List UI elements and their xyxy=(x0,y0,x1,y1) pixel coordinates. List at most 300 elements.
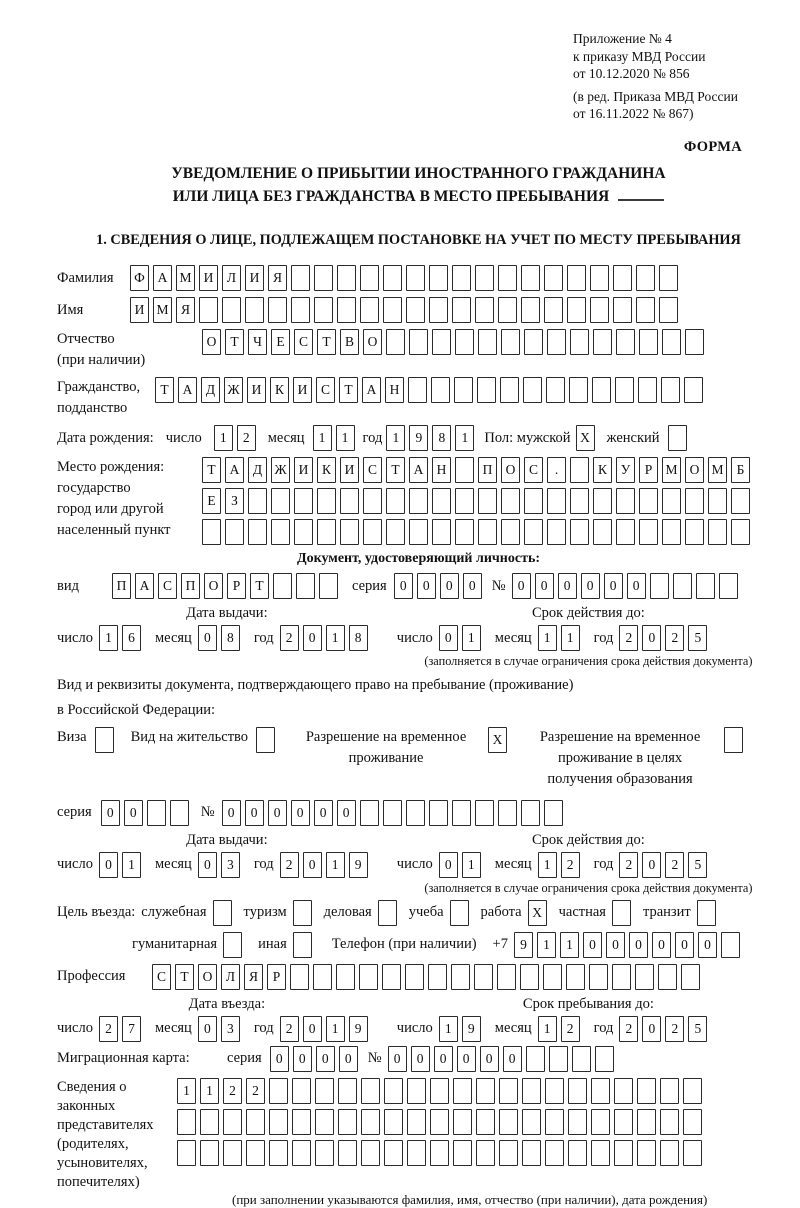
char-box[interactable]: X xyxy=(576,425,595,451)
char-box[interactable] xyxy=(452,800,471,826)
char-box[interactable]: 0 xyxy=(627,573,646,599)
char-box[interactable]: Т xyxy=(339,377,358,403)
char-box[interactable] xyxy=(384,1140,403,1166)
char-box[interactable] xyxy=(478,488,497,514)
char-box[interactable]: 1 xyxy=(326,1016,345,1042)
char-box[interactable]: Н xyxy=(432,457,451,483)
char-box[interactable]: 5 xyxy=(688,1016,707,1042)
char-box[interactable] xyxy=(147,800,166,826)
char-box[interactable]: С xyxy=(524,457,543,483)
char-box[interactable] xyxy=(660,1109,679,1135)
char-box[interactable] xyxy=(592,377,611,403)
char-box[interactable] xyxy=(432,329,451,355)
char-box[interactable]: Я xyxy=(244,964,263,990)
char-box[interactable] xyxy=(360,265,379,291)
char-box[interactable]: 1 xyxy=(462,625,481,651)
char-box[interactable]: 8 xyxy=(221,625,240,651)
char-box[interactable]: . xyxy=(547,457,566,483)
purpose-work-checkbox[interactable] xyxy=(528,900,551,926)
char-box[interactable] xyxy=(294,519,313,545)
char-box[interactable] xyxy=(593,488,612,514)
representatives-boxes-row1[interactable] xyxy=(177,1078,707,1104)
char-box[interactable]: С xyxy=(294,329,313,355)
char-box[interactable] xyxy=(314,265,333,291)
char-box[interactable] xyxy=(407,1109,426,1135)
migration-card-series-boxes[interactable] xyxy=(270,1046,362,1072)
identity-expiry-year[interactable] xyxy=(619,625,711,651)
representatives-boxes-row2[interactable] xyxy=(177,1109,707,1135)
char-box[interactable] xyxy=(430,1109,449,1135)
char-box[interactable]: 2 xyxy=(619,1016,638,1042)
char-box[interactable] xyxy=(521,297,540,323)
char-box[interactable] xyxy=(637,1078,656,1104)
char-box[interactable]: 1 xyxy=(538,1016,557,1042)
char-box[interactable] xyxy=(407,1078,426,1104)
char-box[interactable]: 0 xyxy=(303,1016,322,1042)
char-box[interactable]: О xyxy=(204,573,223,599)
identity-issue-month[interactable] xyxy=(198,625,244,651)
char-box[interactable] xyxy=(524,329,543,355)
char-box[interactable]: 1 xyxy=(200,1078,219,1104)
char-box[interactable]: 7 xyxy=(122,1016,141,1042)
purpose-business-checkbox[interactable] xyxy=(378,900,401,926)
purpose-private-checkbox[interactable] xyxy=(612,900,635,926)
char-box[interactable] xyxy=(731,488,750,514)
char-box[interactable]: 0 xyxy=(652,932,671,958)
char-box[interactable]: Т xyxy=(250,573,269,599)
char-box[interactable]: Д xyxy=(248,457,267,483)
char-box[interactable] xyxy=(639,488,658,514)
char-box[interactable] xyxy=(475,265,494,291)
char-box[interactable]: 0 xyxy=(583,932,602,958)
char-box[interactable] xyxy=(662,519,681,545)
char-box[interactable] xyxy=(616,329,635,355)
char-box[interactable]: 1 xyxy=(538,625,557,651)
char-box[interactable]: П xyxy=(478,457,497,483)
char-box[interactable]: 8 xyxy=(432,425,451,451)
char-box[interactable]: 0 xyxy=(439,625,458,651)
char-box[interactable] xyxy=(293,900,312,926)
char-box[interactable] xyxy=(593,519,612,545)
identity-issue-year[interactable] xyxy=(280,625,372,651)
identity-issue-day[interactable] xyxy=(99,625,145,651)
char-box[interactable]: 9 xyxy=(462,1016,481,1042)
char-box[interactable]: 2 xyxy=(619,625,638,651)
char-box[interactable] xyxy=(290,964,309,990)
char-box[interactable]: 0 xyxy=(439,852,458,878)
char-box[interactable] xyxy=(452,265,471,291)
char-box[interactable] xyxy=(593,329,612,355)
char-box[interactable] xyxy=(683,1140,702,1166)
char-box[interactable] xyxy=(660,1140,679,1166)
stay-year[interactable] xyxy=(619,1016,711,1042)
char-box[interactable]: 9 xyxy=(349,1016,368,1042)
char-box[interactable] xyxy=(660,1078,679,1104)
birthplace-boxes-row3[interactable] xyxy=(202,519,754,545)
char-box[interactable] xyxy=(545,1109,564,1135)
char-box[interactable] xyxy=(546,377,565,403)
char-box[interactable] xyxy=(636,265,655,291)
char-box[interactable] xyxy=(524,519,543,545)
char-box[interactable]: Р xyxy=(267,964,286,990)
entry-month[interactable] xyxy=(198,1016,244,1042)
char-box[interactable] xyxy=(455,519,474,545)
char-box[interactable] xyxy=(406,265,425,291)
sex-male-checkbox[interactable] xyxy=(576,425,599,451)
char-box[interactable]: 0 xyxy=(440,573,459,599)
char-box[interactable] xyxy=(595,1046,614,1072)
char-box[interactable] xyxy=(567,297,586,323)
char-box[interactable]: Р xyxy=(227,573,246,599)
char-box[interactable] xyxy=(522,1078,541,1104)
char-box[interactable] xyxy=(547,488,566,514)
char-box[interactable]: 1 xyxy=(99,625,118,651)
birthdate-year-boxes[interactable] xyxy=(386,425,478,451)
char-box[interactable]: 5 xyxy=(688,625,707,651)
char-box[interactable]: 9 xyxy=(349,852,368,878)
char-box[interactable]: К xyxy=(593,457,612,483)
char-box[interactable]: 1 xyxy=(313,425,332,451)
purpose-official-checkbox[interactable] xyxy=(213,900,236,926)
char-box[interactable] xyxy=(731,519,750,545)
char-box[interactable] xyxy=(170,800,189,826)
char-box[interactable] xyxy=(499,1109,518,1135)
char-box[interactable] xyxy=(177,1109,196,1135)
char-box[interactable] xyxy=(659,265,678,291)
char-box[interactable]: Т xyxy=(317,329,336,355)
char-box[interactable] xyxy=(683,1109,702,1135)
char-box[interactable] xyxy=(248,488,267,514)
char-box[interactable]: 1 xyxy=(326,852,345,878)
residence-number-boxes[interactable] xyxy=(222,800,567,826)
char-box[interactable] xyxy=(685,329,704,355)
char-box[interactable]: А xyxy=(409,457,428,483)
char-box[interactable]: А xyxy=(362,377,381,403)
char-box[interactable] xyxy=(523,377,542,403)
char-box[interactable]: И xyxy=(130,297,149,323)
char-box[interactable] xyxy=(616,488,635,514)
char-box[interactable]: 0 xyxy=(675,932,694,958)
char-box[interactable] xyxy=(498,297,517,323)
char-box[interactable]: Е xyxy=(271,329,290,355)
char-box[interactable] xyxy=(476,1078,495,1104)
char-box[interactable]: С xyxy=(158,573,177,599)
char-box[interactable] xyxy=(501,329,520,355)
char-box[interactable]: 0 xyxy=(394,573,413,599)
char-box[interactable] xyxy=(544,265,563,291)
char-box[interactable]: О xyxy=(501,457,520,483)
char-box[interactable]: 0 xyxy=(642,625,661,651)
char-box[interactable] xyxy=(386,488,405,514)
char-box[interactable] xyxy=(544,800,563,826)
char-box[interactable] xyxy=(659,297,678,323)
char-box[interactable]: 0 xyxy=(642,852,661,878)
char-box[interactable] xyxy=(543,964,562,990)
char-box[interactable]: 2 xyxy=(280,852,299,878)
char-box[interactable]: 2 xyxy=(665,625,684,651)
char-box[interactable]: 0 xyxy=(535,573,554,599)
char-box[interactable] xyxy=(291,297,310,323)
char-box[interactable] xyxy=(386,519,405,545)
char-box[interactable] xyxy=(637,1109,656,1135)
char-box[interactable]: 3 xyxy=(221,852,240,878)
char-box[interactable]: 2 xyxy=(619,852,638,878)
char-box[interactable]: А xyxy=(153,265,172,291)
char-box[interactable]: И xyxy=(199,265,218,291)
char-box[interactable]: 1 xyxy=(214,425,233,451)
char-box[interactable] xyxy=(614,1078,633,1104)
char-box[interactable] xyxy=(455,329,474,355)
char-box[interactable] xyxy=(616,519,635,545)
char-box[interactable] xyxy=(681,964,700,990)
char-box[interactable] xyxy=(569,377,588,403)
char-box[interactable] xyxy=(432,519,451,545)
char-box[interactable] xyxy=(363,519,382,545)
char-box[interactable] xyxy=(409,488,428,514)
char-box[interactable] xyxy=(570,329,589,355)
char-box[interactable] xyxy=(271,488,290,514)
char-box[interactable]: 1 xyxy=(560,932,579,958)
char-box[interactable] xyxy=(248,519,267,545)
char-box[interactable] xyxy=(293,932,312,958)
char-box[interactable] xyxy=(568,1109,587,1135)
char-box[interactable] xyxy=(697,900,716,926)
char-box[interactable] xyxy=(477,377,496,403)
char-box[interactable] xyxy=(614,1140,633,1166)
char-box[interactable]: 0 xyxy=(198,625,217,651)
char-box[interactable] xyxy=(338,1109,357,1135)
birthplace-boxes-row1[interactable] xyxy=(202,457,754,483)
char-box[interactable] xyxy=(501,488,520,514)
char-box[interactable]: 6 xyxy=(122,625,141,651)
char-box[interactable]: 0 xyxy=(316,1046,335,1072)
char-box[interactable]: 0 xyxy=(303,625,322,651)
char-box[interactable] xyxy=(383,265,402,291)
char-box[interactable] xyxy=(453,1109,472,1135)
identity-expiry-day[interactable] xyxy=(439,625,485,651)
char-box[interactable] xyxy=(383,297,402,323)
char-box[interactable] xyxy=(522,1109,541,1135)
char-box[interactable] xyxy=(549,1046,568,1072)
char-box[interactable] xyxy=(547,329,566,355)
char-box[interactable] xyxy=(572,1046,591,1072)
char-box[interactable] xyxy=(591,1109,610,1135)
char-box[interactable]: К xyxy=(270,377,289,403)
char-box[interactable] xyxy=(662,488,681,514)
char-box[interactable]: 2 xyxy=(99,1016,118,1042)
char-box[interactable]: 1 xyxy=(386,425,405,451)
char-box[interactable] xyxy=(708,488,727,514)
char-box[interactable] xyxy=(661,377,680,403)
char-box[interactable]: Д xyxy=(201,377,220,403)
char-box[interactable] xyxy=(317,519,336,545)
char-box[interactable]: 1 xyxy=(538,852,557,878)
char-box[interactable] xyxy=(336,964,355,990)
char-box[interactable] xyxy=(696,573,715,599)
char-box[interactable] xyxy=(223,1109,242,1135)
char-box[interactable]: 2 xyxy=(280,625,299,651)
char-box[interactable] xyxy=(497,964,516,990)
char-box[interactable]: Я xyxy=(268,265,287,291)
char-box[interactable]: К xyxy=(317,457,336,483)
char-box[interactable] xyxy=(314,297,333,323)
char-box[interactable]: 0 xyxy=(629,932,648,958)
char-box[interactable] xyxy=(685,488,704,514)
char-box[interactable] xyxy=(721,932,740,958)
char-box[interactable]: 0 xyxy=(124,800,143,826)
char-box[interactable] xyxy=(475,297,494,323)
residence-expiry-day[interactable] xyxy=(439,852,485,878)
char-box[interactable]: 0 xyxy=(457,1046,476,1072)
char-box[interactable]: 1 xyxy=(561,625,580,651)
char-box[interactable] xyxy=(498,265,517,291)
char-box[interactable] xyxy=(292,1109,311,1135)
char-box[interactable] xyxy=(476,1140,495,1166)
purpose-humanitarian-checkbox[interactable] xyxy=(223,932,246,958)
char-box[interactable] xyxy=(524,488,543,514)
char-box[interactable] xyxy=(612,964,631,990)
char-box[interactable]: Т xyxy=(386,457,405,483)
char-box[interactable] xyxy=(589,964,608,990)
char-box[interactable] xyxy=(408,377,427,403)
char-box[interactable] xyxy=(428,964,447,990)
char-box[interactable]: 1 xyxy=(326,625,345,651)
char-box[interactable] xyxy=(547,519,566,545)
char-box[interactable] xyxy=(521,265,540,291)
char-box[interactable] xyxy=(639,519,658,545)
char-box[interactable]: 2 xyxy=(237,425,256,451)
char-box[interactable] xyxy=(246,1140,265,1166)
char-box[interactable] xyxy=(223,932,242,958)
char-box[interactable]: Т xyxy=(225,329,244,355)
char-box[interactable]: 0 xyxy=(245,800,264,826)
char-box[interactable]: Ч xyxy=(248,329,267,355)
char-box[interactable] xyxy=(222,297,241,323)
char-box[interactable] xyxy=(317,488,336,514)
char-box[interactable] xyxy=(406,800,425,826)
char-box[interactable] xyxy=(683,1078,702,1104)
char-box[interactable] xyxy=(662,329,681,355)
option-visa-checkbox[interactable] xyxy=(95,727,118,753)
char-box[interactable]: С xyxy=(363,457,382,483)
char-box[interactable] xyxy=(200,1140,219,1166)
char-box[interactable] xyxy=(544,297,563,323)
char-box[interactable] xyxy=(213,900,232,926)
option-residence-permit-checkbox[interactable] xyxy=(256,727,279,753)
char-box[interactable] xyxy=(637,1140,656,1166)
char-box[interactable]: 0 xyxy=(291,800,310,826)
char-box[interactable] xyxy=(223,1140,242,1166)
char-box[interactable] xyxy=(615,377,634,403)
char-box[interactable]: В xyxy=(340,329,359,355)
char-box[interactable] xyxy=(590,265,609,291)
char-box[interactable] xyxy=(382,964,401,990)
char-box[interactable]: 1 xyxy=(177,1078,196,1104)
char-box[interactable] xyxy=(177,1140,196,1166)
char-box[interactable]: 0 xyxy=(268,800,287,826)
char-box[interactable]: 0 xyxy=(480,1046,499,1072)
char-box[interactable] xyxy=(568,1140,587,1166)
char-box[interactable] xyxy=(522,1140,541,1166)
char-box[interactable]: Т xyxy=(155,377,174,403)
char-box[interactable] xyxy=(409,519,428,545)
char-box[interactable]: 0 xyxy=(270,1046,289,1072)
char-box[interactable]: 1 xyxy=(455,425,474,451)
char-box[interactable] xyxy=(409,329,428,355)
char-box[interactable] xyxy=(383,800,402,826)
char-box[interactable] xyxy=(498,800,517,826)
char-box[interactable] xyxy=(635,964,654,990)
char-box[interactable] xyxy=(273,573,292,599)
char-box[interactable] xyxy=(455,457,474,483)
purpose-transit-checkbox[interactable] xyxy=(697,900,720,926)
char-box[interactable]: 2 xyxy=(223,1078,242,1104)
char-box[interactable]: Я xyxy=(176,297,195,323)
char-box[interactable] xyxy=(202,519,221,545)
char-box[interactable] xyxy=(545,1140,564,1166)
char-box[interactable] xyxy=(431,377,450,403)
char-box[interactable] xyxy=(520,964,539,990)
char-box[interactable] xyxy=(429,800,448,826)
char-box[interactable] xyxy=(432,488,451,514)
char-box[interactable] xyxy=(269,1140,288,1166)
char-box[interactable]: X xyxy=(528,900,547,926)
char-box[interactable]: 0 xyxy=(463,573,482,599)
char-box[interactable]: Ж xyxy=(271,457,290,483)
char-box[interactable]: 0 xyxy=(303,852,322,878)
char-box[interactable] xyxy=(296,573,315,599)
char-box[interactable] xyxy=(340,519,359,545)
char-box[interactable] xyxy=(591,1140,610,1166)
char-box[interactable] xyxy=(360,800,379,826)
char-box[interactable] xyxy=(315,1140,334,1166)
char-box[interactable] xyxy=(384,1109,403,1135)
char-box[interactable]: 0 xyxy=(314,800,333,826)
char-box[interactable] xyxy=(337,297,356,323)
char-box[interactable]: У xyxy=(616,457,635,483)
stay-day[interactable] xyxy=(439,1016,485,1042)
char-box[interactable]: 0 xyxy=(642,1016,661,1042)
char-box[interactable]: П xyxy=(112,573,131,599)
char-box[interactable] xyxy=(570,457,589,483)
char-box[interactable] xyxy=(658,964,677,990)
char-box[interactable]: Р xyxy=(639,457,658,483)
identity-doc-series-boxes[interactable] xyxy=(394,573,486,599)
char-box[interactable]: 0 xyxy=(604,573,623,599)
identity-doc-number-boxes[interactable] xyxy=(512,573,742,599)
char-box[interactable]: М xyxy=(153,297,172,323)
firstname-boxes[interactable] xyxy=(130,297,682,323)
char-box[interactable] xyxy=(429,265,448,291)
char-box[interactable] xyxy=(291,265,310,291)
residence-issue-year[interactable] xyxy=(280,852,372,878)
char-box[interactable] xyxy=(454,377,473,403)
char-box[interactable]: О xyxy=(202,329,221,355)
char-box[interactable]: 2 xyxy=(561,1016,580,1042)
char-box[interactable] xyxy=(570,488,589,514)
char-box[interactable] xyxy=(338,1140,357,1166)
char-box[interactable] xyxy=(453,1078,472,1104)
char-box[interactable] xyxy=(614,1109,633,1135)
char-box[interactable] xyxy=(668,425,687,451)
char-box[interactable]: 3 xyxy=(221,1016,240,1042)
char-box[interactable] xyxy=(570,519,589,545)
char-box[interactable]: И xyxy=(294,457,313,483)
residence-expiry-month[interactable] xyxy=(538,852,584,878)
char-box[interactable] xyxy=(724,727,743,753)
migration-card-number-boxes[interactable] xyxy=(388,1046,618,1072)
char-box[interactable] xyxy=(453,1140,472,1166)
